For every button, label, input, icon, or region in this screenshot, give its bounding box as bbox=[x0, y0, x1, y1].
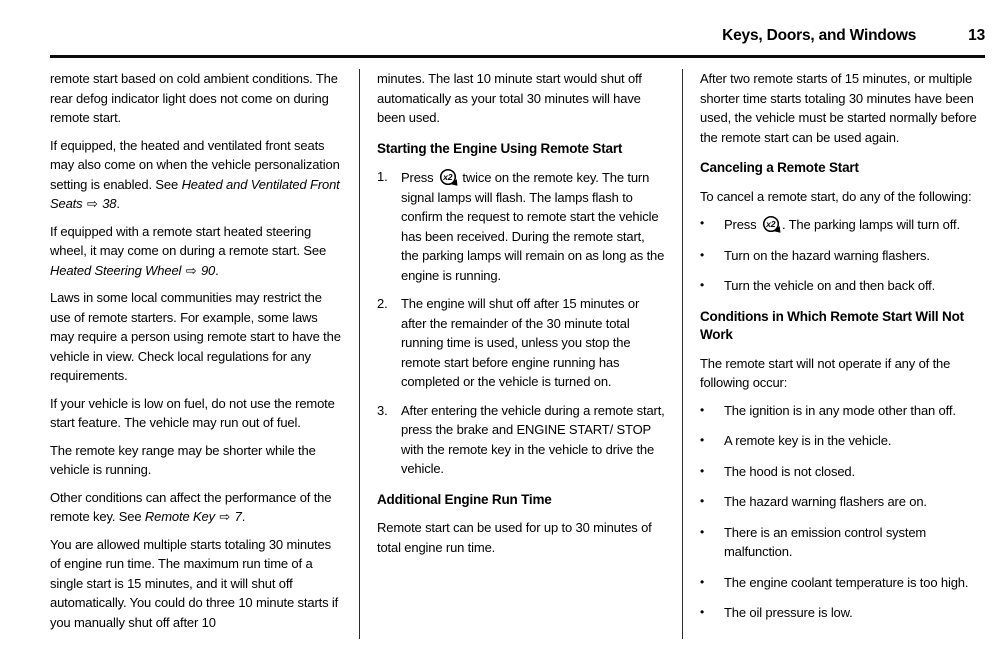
paragraph: If equipped with a remote start heated steering wheel, it may come on during a remote start. See Heated Steering Wheel ⇨ 90. bbox=[50, 223, 327, 278]
page-header bbox=[50, 27, 985, 45]
paragraph: The remote key range may be shorter while the vehicle is running. bbox=[50, 442, 316, 477]
list-item: • The hazard warning flashers are on. bbox=[700, 492, 985, 512]
paragraph: The remote start will not operate if any of the following occur: bbox=[700, 355, 951, 390]
paragraph: If equipped, the heated and ventilated front seats may also come on when the vehicle personalization setting is enabled. See Heated and Ventilated Front Seats ⇨ 38. bbox=[50, 137, 340, 211]
column-3 bbox=[700, 69, 985, 634]
section-heading: Additional Engine Run Time bbox=[377, 491, 552, 507]
list-item: 2. The engine will shut off after 15 minutes or after the remainder of the 30 minute total running time is used, unless you stop the remote start before engine running has completed or the vehicle is turned on. bbox=[377, 294, 665, 392]
bullet-icon: • bbox=[700, 605, 705, 619]
numbered-list bbox=[377, 167, 665, 479]
column-divider bbox=[682, 69, 683, 639]
paragraph: minutes. The last 10 minute start would shut off automatically as your total 30 minutes will have been used. bbox=[377, 71, 642, 125]
bullet-icon: • bbox=[700, 247, 705, 262]
list-number: 3. bbox=[377, 402, 388, 418]
list-item: • The engine coolant temperature is too high. bbox=[700, 573, 985, 593]
bullet-icon: • bbox=[700, 494, 705, 508]
remote-start-x2-icon bbox=[438, 167, 458, 187]
bullet-icon: • bbox=[700, 433, 705, 447]
cross-reference-link: Remote Key ⇨ 7 bbox=[144, 509, 242, 524]
list-item: • Press x2 . The parking lamps will turn off. bbox=[700, 214, 985, 235]
page-reference-arrow-icon: ⇨ bbox=[185, 262, 197, 278]
section-heading: Canceling a Remote Start bbox=[700, 160, 859, 175]
svg-text:x2: x2 bbox=[766, 219, 776, 229]
paragraph: Remote start can be used for up to 30 minutes of total engine run time. bbox=[377, 520, 652, 555]
paragraph: After two remote starts of 15 minutes, or multiple shorter time starts totaling 30 minutes have been used, the vehicle must be started normally before the remote start can be used again. bbox=[700, 71, 977, 145]
page-number: 13 bbox=[968, 27, 985, 44]
header-rule bbox=[50, 55, 985, 58]
bullet-icon: • bbox=[700, 574, 705, 589]
column-1 bbox=[50, 69, 342, 640]
column-divider bbox=[359, 69, 360, 639]
list-item: • A remote key is in the vehicle. bbox=[700, 431, 985, 451]
bullet-icon: • bbox=[700, 278, 705, 292]
list-item: • The oil pressure is low. bbox=[700, 603, 985, 623]
list-item: • The ignition is in any mode other than off. bbox=[700, 401, 985, 421]
page-reference-arrow-icon: ⇨ bbox=[219, 509, 231, 524]
paragraph: To cancel a remote start, do any of the following: bbox=[700, 188, 972, 204]
paragraph: You are allowed multiple starts totaling 30 minutes of engine run time. The maximum run time of a single start is 15 minutes, and it will shut off automatically. You could do three 10 minute starts if you manually shut off after 10 bbox=[50, 536, 339, 630]
section-heading: Conditions in Which Remote Start Will Not Work bbox=[700, 308, 964, 342]
bullet-list bbox=[700, 401, 985, 623]
svg-text:x2: x2 bbox=[443, 172, 453, 182]
list-item: • Turn the vehicle on and then back off. bbox=[700, 276, 985, 296]
paragraph: If your vehicle is low on fuel, do not use the remote start feature. The vehicle may run out of fuel. bbox=[50, 395, 335, 430]
bullet-icon: • bbox=[700, 524, 705, 539]
list-item: 1. Press x2 twice on the remote key. The turn signal lamps will flash. The lamps flash to confirm the request to remote start the vehicle has been received. During the remote start, the parking lamps will remain on as long as the engine is running. bbox=[377, 167, 665, 285]
column-2 bbox=[377, 69, 665, 565]
chapter-title: Keys, Doors, and Windows bbox=[722, 27, 917, 44]
bullet-icon: • bbox=[700, 463, 705, 478]
content-columns bbox=[50, 69, 985, 640]
list-item: • Turn on the hazard warning flashers. bbox=[700, 246, 985, 266]
cross-reference-link: Heated Steering Wheel ⇨ 90 bbox=[50, 262, 216, 278]
list-number: 1. bbox=[377, 169, 388, 184]
list-item: • The hood is not closed. bbox=[700, 462, 985, 482]
remote-start-x2-icon bbox=[761, 214, 781, 234]
list-item: 3. After entering the vehicle during a remote start, press the brake and ENGINE START/ STOP with the remote key in the vehicle to drive the vehicle. bbox=[377, 401, 665, 479]
paragraph: Laws in some local communities may restrict the use of remote starters. For example, some laws may require a person using remote start to have the vehicle in view. Check local regulations for any requirements. bbox=[50, 290, 341, 383]
bullet-list bbox=[700, 214, 985, 296]
bullet-icon: • bbox=[700, 216, 705, 230]
cross-reference-link: Heated and Ventilated Front Seats ⇨ 38 bbox=[50, 176, 340, 211]
page-reference-arrow-icon: ⇨ bbox=[86, 196, 98, 211]
paragraph: remote start based on cold ambient conditions. The rear defog indicator light does not come on during remote start. bbox=[50, 71, 338, 125]
section-heading: Starting the Engine Using Remote Start bbox=[377, 140, 623, 156]
list-item: • There is an emission control system malfunction. bbox=[700, 523, 985, 562]
list-number: 2. bbox=[377, 296, 388, 311]
bullet-icon: • bbox=[700, 402, 705, 417]
paragraph: Other conditions can affect the performance of the remote key. See Remote Key ⇨ 7. bbox=[50, 489, 332, 524]
